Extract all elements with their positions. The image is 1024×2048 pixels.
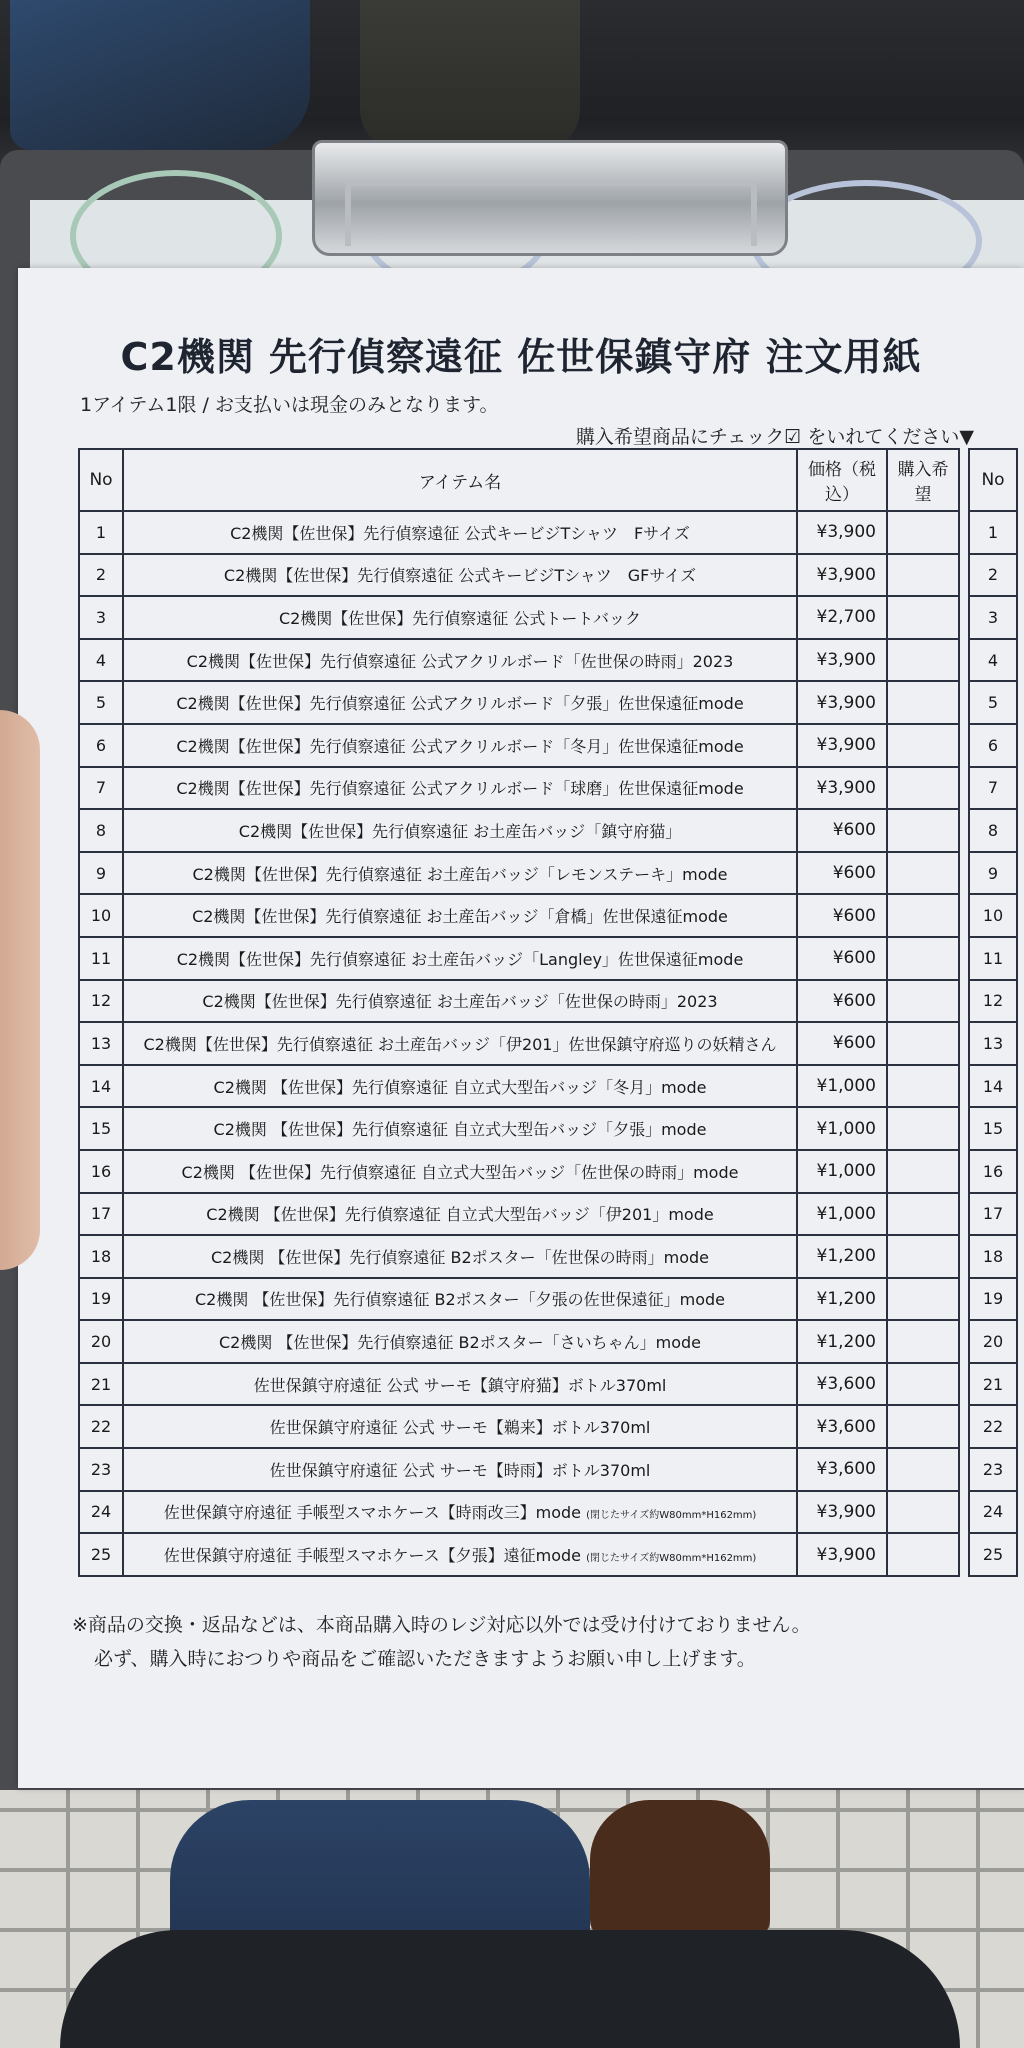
row-no-right: 11 [969, 937, 1017, 980]
item-name-text: C2機関【佐世保】先行偵察遠征 お土産缶バッジ「鎮守府猫」 [238, 821, 682, 841]
item-name-text: C2機関 【佐世保】先行偵察遠征 自立式大型缶バッジ「冬月」mode [213, 1077, 707, 1097]
row-item-name [123, 1065, 797, 1108]
row-no: 14 [79, 1065, 123, 1108]
column-gap [959, 1150, 969, 1193]
purchase-checkbox[interactable] [887, 1320, 959, 1363]
item-name-text: C2機関【佐世保】先行偵察遠征 公式アクリルボード「佐世保の時雨」2023 [186, 651, 734, 671]
column-gap [959, 1405, 969, 1448]
column-gap [959, 767, 969, 810]
item-name-text: 佐世保鎮守府遠征 手帳型スマホケース【夕張】遠征mode [163, 1546, 582, 1566]
table-row [79, 1065, 1017, 1108]
clip-wire [345, 180, 757, 246]
item-size-note: (閉じたサイズ約W80mm*H162mm) [586, 1510, 757, 1522]
row-no-right: 15 [969, 1107, 1017, 1150]
column-gap [959, 1320, 969, 1363]
column-gap [959, 1065, 969, 1108]
row-price: ¥3,900 [797, 639, 887, 682]
row-no-right: 22 [969, 1405, 1017, 1448]
row-price: ¥3,900 [797, 724, 887, 767]
table-row [79, 1320, 1017, 1363]
row-price: ¥3,900 [797, 1491, 887, 1534]
row-price: ¥3,600 [797, 1448, 887, 1491]
row-no-right: 18 [969, 1235, 1017, 1278]
column-gap [959, 852, 969, 895]
row-item-name [123, 852, 797, 895]
column-gap [959, 681, 969, 724]
row-item-name [123, 681, 797, 724]
row-no: 7 [79, 767, 123, 810]
table-row [79, 1448, 1017, 1491]
row-no-right: 10 [969, 894, 1017, 937]
purchase-checkbox[interactable] [887, 767, 959, 810]
item-name-text: 佐世保鎮守府遠征 公式 サーモ【時雨】ボトル370ml [269, 1460, 651, 1480]
table-row [79, 681, 1017, 724]
item-name-text: C2機関【佐世保】先行偵察遠征 公式キービジTシャツ Fサイズ [230, 523, 690, 543]
row-price: ¥3,900 [797, 554, 887, 597]
item-name-text: C2機関 【佐世保】先行偵察遠征 B2ポスター「さいちゃん」mode [218, 1333, 702, 1353]
item-name-text: 佐世保鎮守府遠征 手帳型スマホケース【時雨改三】mode [163, 1503, 582, 1523]
row-item-name [123, 639, 797, 682]
column-gap [959, 1363, 969, 1406]
header-item-name: アイテム名 [123, 449, 797, 511]
purchase-checkbox[interactable] [887, 596, 959, 639]
row-no: 11 [79, 937, 123, 980]
row-no: 10 [79, 894, 123, 937]
row-item-name [123, 596, 797, 639]
purchase-checkbox[interactable] [887, 554, 959, 597]
row-price: ¥3,600 [797, 1405, 887, 1448]
background-coat [60, 1930, 960, 2048]
row-no-right: 8 [969, 809, 1017, 852]
row-no: 21 [79, 1363, 123, 1406]
row-item-name [123, 809, 797, 852]
order-table-wrap [78, 448, 1018, 1577]
row-no-right: 12 [969, 980, 1017, 1023]
row-no-right: 21 [969, 1363, 1017, 1406]
table-header-row [79, 449, 1017, 511]
row-item-name [123, 1235, 797, 1278]
row-price: ¥1,000 [797, 1193, 887, 1236]
purchase-checkbox[interactable] [887, 1448, 959, 1491]
header-no: No [79, 449, 123, 511]
column-gap [959, 980, 969, 1023]
row-price: ¥600 [797, 937, 887, 980]
column-gap [959, 554, 969, 597]
footer-line-2: 必ず、購入時におつりや商品をご確認いただきますようお願い申し上げます。 [94, 1648, 756, 1670]
table-row [79, 1235, 1017, 1278]
row-no-right: 16 [969, 1150, 1017, 1193]
row-item-name [123, 894, 797, 937]
background-person-right [360, 0, 580, 150]
table-row [79, 937, 1017, 980]
row-price: ¥3,900 [797, 767, 887, 810]
item-name-text: C2機関【佐世保】先行偵察遠征 お土産缶バッジ「レモンステーキ」mode [192, 864, 728, 884]
purchase-checkbox[interactable] [887, 1405, 959, 1448]
purchase-checkbox[interactable] [887, 1235, 959, 1278]
table-row [79, 1405, 1017, 1448]
column-gap [959, 1278, 969, 1321]
row-no: 18 [79, 1235, 123, 1278]
table-row [79, 639, 1017, 682]
table-row [79, 852, 1017, 895]
row-price: ¥1,000 [797, 1065, 887, 1108]
purchase-checkbox[interactable] [887, 724, 959, 767]
purchase-checkbox[interactable] [887, 1065, 959, 1108]
row-no: 23 [79, 1448, 123, 1491]
item-name-text: 佐世保鎮守府遠征 公式 サーモ【鎮守府猫】ボトル370ml [253, 1375, 667, 1395]
column-gap [959, 449, 969, 511]
row-item-name [123, 937, 797, 980]
header-purchase-check: 購入希望 [887, 449, 959, 511]
row-price: ¥600 [797, 894, 887, 937]
column-gap [959, 596, 969, 639]
row-no: 22 [79, 1405, 123, 1448]
row-item-name [123, 1448, 797, 1491]
order-form [18, 268, 1024, 1788]
row-no: 3 [79, 596, 123, 639]
purchase-limit-note: 1アイテム1限 / お支払いは現金のみとなります。 [80, 394, 499, 416]
row-no: 15 [79, 1107, 123, 1150]
item-name-text: C2機関 【佐世保】先行偵察遠征 B2ポスター「佐世保の時雨」mode [210, 1247, 710, 1267]
footer-line-1: ※商品の交換・返品などは、本商品購入時のレジ対応以外では受け付けておりません。 [72, 1614, 811, 1636]
table-row [79, 554, 1017, 597]
column-gap [959, 639, 969, 682]
row-no-right: 5 [969, 681, 1017, 724]
row-price: ¥600 [797, 1022, 887, 1065]
item-name-text: C2機関【佐世保】先行偵察遠征 お土産缶バッジ「伊201」佐世保鎮守府巡りの妖精さん [143, 1034, 777, 1054]
purchase-checkbox[interactable] [887, 980, 959, 1023]
purchase-checkbox[interactable] [887, 937, 959, 980]
row-no: 1 [79, 511, 123, 554]
row-no: 17 [79, 1193, 123, 1236]
row-no: 25 [79, 1533, 123, 1576]
item-name-text: C2機関 【佐世保】先行偵察遠征 自立式大型缶バッジ「夕張」mode [213, 1120, 707, 1140]
column-gap [959, 1533, 969, 1576]
order-table [78, 448, 1018, 1577]
row-item-name [123, 1022, 797, 1065]
row-item-name [123, 1320, 797, 1363]
header-no-right: No [969, 449, 1017, 511]
item-name-text: C2機関【佐世保】先行偵察遠征 お土産缶バッジ「Langley」佐世保遠征mode [176, 949, 744, 969]
row-item-name [123, 1193, 797, 1236]
row-no-right: 2 [969, 554, 1017, 597]
row-item-name [123, 1107, 797, 1150]
row-price: ¥3,900 [797, 511, 887, 554]
row-no-right: 20 [969, 1320, 1017, 1363]
row-item-name [123, 1491, 797, 1534]
row-item-name [123, 767, 797, 810]
row-item-name [123, 980, 797, 1023]
row-no: 20 [79, 1320, 123, 1363]
table-row [79, 1533, 1017, 1576]
row-no: 5 [79, 681, 123, 724]
row-price: ¥2,700 [797, 596, 887, 639]
purchase-checkbox[interactable] [887, 1491, 959, 1534]
purchase-checkbox[interactable] [887, 1150, 959, 1193]
table-row [79, 1363, 1017, 1406]
row-no: 9 [79, 852, 123, 895]
row-price: ¥3,900 [797, 681, 887, 724]
purchase-checkbox[interactable] [887, 1193, 959, 1236]
row-item-name [123, 1150, 797, 1193]
row-price: ¥1,200 [797, 1320, 887, 1363]
form-title: C2機関 先行偵察遠征 佐世保鎮守府 注文用紙 [120, 335, 922, 379]
column-gap [959, 724, 969, 767]
item-size-note: (閉じたサイズ約W80mm*H162mm) [586, 1553, 757, 1565]
column-gap [959, 1448, 969, 1491]
row-no: 24 [79, 1491, 123, 1534]
table-row [79, 596, 1017, 639]
column-gap [959, 1193, 969, 1236]
column-gap [959, 511, 969, 554]
row-item-name [123, 724, 797, 767]
row-price: ¥3,600 [797, 1363, 887, 1406]
item-name-text: C2機関【佐世保】先行偵察遠征 公式アクリルボード「冬月」佐世保遠征mode [176, 736, 744, 756]
item-name-text: C2機関 【佐世保】先行偵察遠征 自立式大型缶バッジ「伊201」mode [206, 1205, 714, 1225]
purchase-checkbox[interactable] [887, 1022, 959, 1065]
table-row [79, 1193, 1017, 1236]
table-row [79, 980, 1017, 1023]
item-name-text: C2機関【佐世保】先行偵察遠征 公式トートバック [278, 608, 642, 628]
purchase-checkbox[interactable] [887, 809, 959, 852]
column-gap [959, 1235, 969, 1278]
row-price: ¥600 [797, 809, 887, 852]
row-no-right: 17 [969, 1193, 1017, 1236]
row-no: 8 [79, 809, 123, 852]
table-row [79, 1150, 1017, 1193]
row-item-name [123, 1533, 797, 1576]
row-item-name [123, 1405, 797, 1448]
row-no-right: 14 [969, 1065, 1017, 1108]
row-no: 4 [79, 639, 123, 682]
row-no-right: 6 [969, 724, 1017, 767]
row-no-right: 19 [969, 1278, 1017, 1321]
row-no-right: 3 [969, 596, 1017, 639]
purchase-checkbox[interactable] [887, 894, 959, 937]
item-name-text: C2機関【佐世保】先行偵察遠征 公式アクリルボード「夕張」佐世保遠征mode [176, 694, 744, 714]
purchase-checkbox[interactable] [887, 1533, 959, 1576]
row-no-right: 13 [969, 1022, 1017, 1065]
column-gap [959, 809, 969, 852]
table-row [79, 724, 1017, 767]
footer-notes [72, 1608, 811, 1676]
row-no: 13 [79, 1022, 123, 1065]
table-row [79, 511, 1017, 554]
row-price: ¥1,000 [797, 1107, 887, 1150]
check-instruction: 購入希望商品にチェック☑ をいれてください▼ [575, 426, 974, 448]
column-gap [959, 1491, 969, 1534]
row-item-name [123, 511, 797, 554]
purchase-checkbox[interactable] [887, 511, 959, 554]
row-item-name [123, 1278, 797, 1321]
row-no: 12 [79, 980, 123, 1023]
table-body [79, 511, 1017, 1576]
table-row [79, 1022, 1017, 1065]
row-no: 2 [79, 554, 123, 597]
table-row [79, 1107, 1017, 1150]
row-no-right: 23 [969, 1448, 1017, 1491]
background-person-left [10, 0, 310, 150]
table-row [79, 767, 1017, 810]
purchase-checkbox[interactable] [887, 681, 959, 724]
row-price: ¥1,200 [797, 1278, 887, 1321]
item-name-text: C2機関【佐世保】先行偵察遠征 お土産缶バッジ「佐世保の時雨」2023 [202, 992, 718, 1012]
purchase-checkbox[interactable] [887, 1278, 959, 1321]
table-row [79, 1491, 1017, 1534]
purchase-checkbox[interactable] [887, 852, 959, 895]
row-item-name [123, 1363, 797, 1406]
table-row [79, 894, 1017, 937]
purchase-checkbox[interactable] [887, 1107, 959, 1150]
row-no: 6 [79, 724, 123, 767]
row-no-right: 9 [969, 852, 1017, 895]
thumb [0, 710, 40, 1270]
table-row [79, 1278, 1017, 1321]
item-name-text: C2機関【佐世保】先行偵察遠征 公式キービジTシャツ GFサイズ [223, 566, 697, 586]
row-price: ¥3,900 [797, 1533, 887, 1576]
table-row [79, 809, 1017, 852]
column-gap [959, 894, 969, 937]
row-price: ¥600 [797, 980, 887, 1023]
row-no-right: 7 [969, 767, 1017, 810]
purchase-checkbox[interactable] [887, 1363, 959, 1406]
item-name-text: C2機関【佐世保】先行偵察遠征 公式アクリルボード「球磨」佐世保遠征mode [176, 779, 744, 799]
row-no-right: 24 [969, 1491, 1017, 1534]
row-item-name [123, 554, 797, 597]
row-no-right: 1 [969, 511, 1017, 554]
item-name-text: C2機関 【佐世保】先行偵察遠征 B2ポスター「夕張の佐世保遠征」mode [194, 1290, 726, 1310]
purchase-checkbox[interactable] [887, 639, 959, 682]
row-no: 19 [79, 1278, 123, 1321]
row-price: ¥600 [797, 852, 887, 895]
background-shoe [590, 1800, 770, 1940]
row-price: ¥1,000 [797, 1150, 887, 1193]
column-gap [959, 1022, 969, 1065]
item-name-text: C2機関【佐世保】先行偵察遠征 お土産缶バッジ「倉橋」佐世保遠征mode [192, 907, 728, 927]
header-price: 価格（税込） [797, 449, 887, 511]
row-no-right: 25 [969, 1533, 1017, 1576]
row-price: ¥1,200 [797, 1235, 887, 1278]
column-gap [959, 937, 969, 980]
column-gap [959, 1107, 969, 1150]
row-no: 16 [79, 1150, 123, 1193]
item-name-text: C2機関 【佐世保】先行偵察遠征 自立式大型缶バッジ「佐世保の時雨」mode [181, 1162, 739, 1182]
row-no-right: 4 [969, 639, 1017, 682]
item-name-text: 佐世保鎮守府遠征 公式 サーモ【鵜来】ボトル370ml [269, 1418, 651, 1438]
